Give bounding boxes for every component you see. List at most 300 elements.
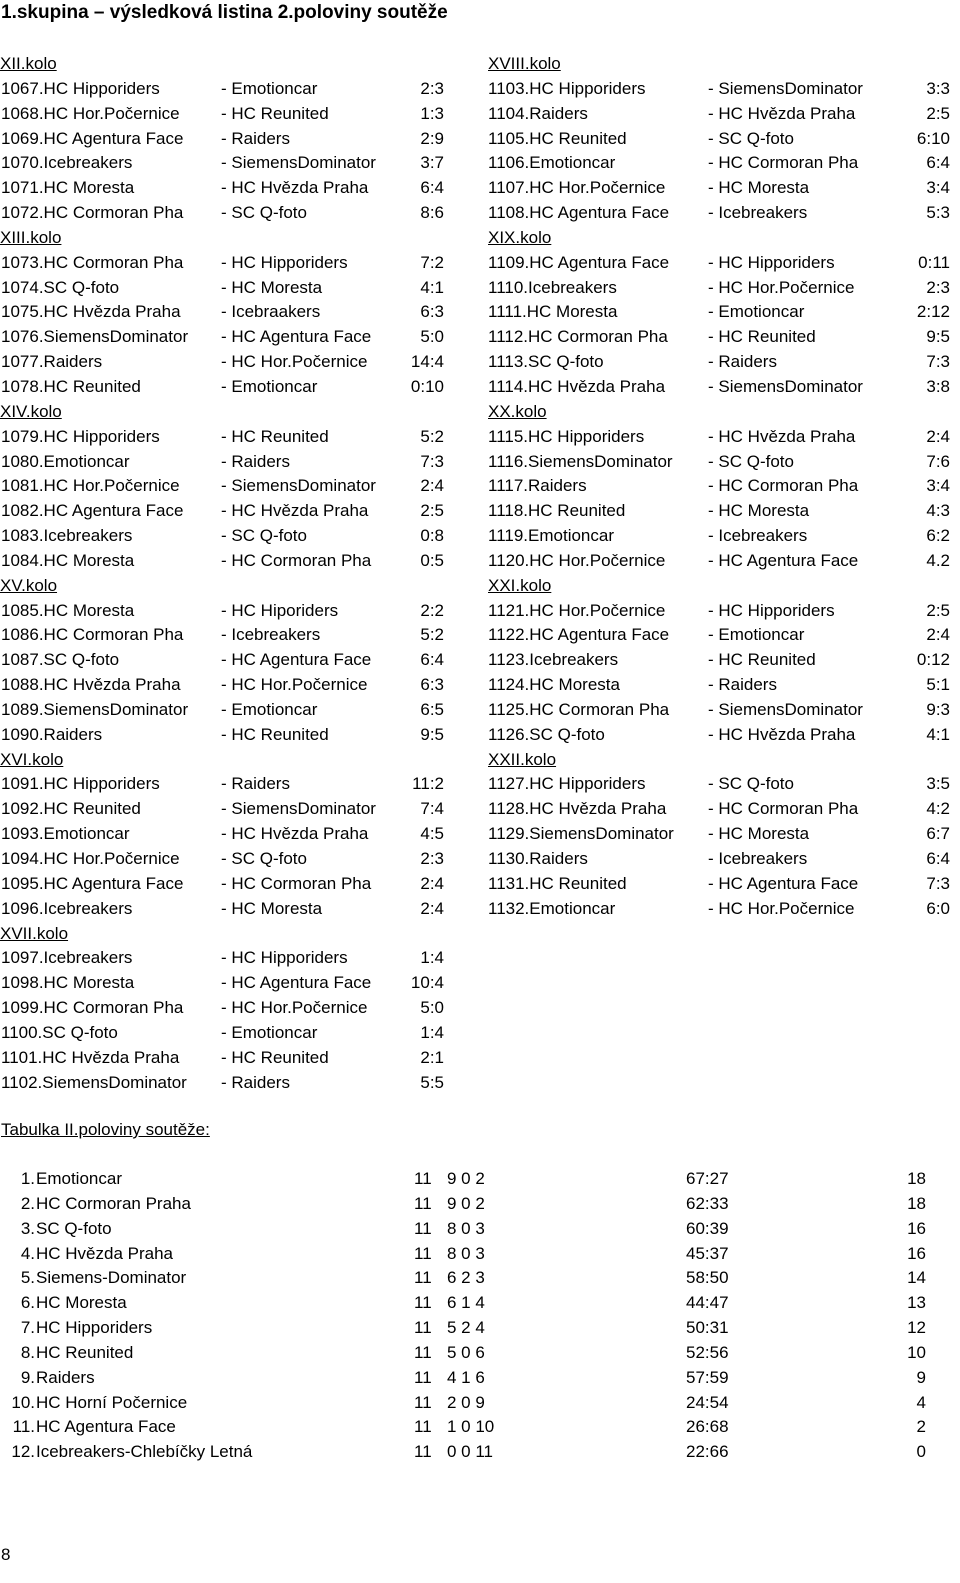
match-away-team: - HC Agentura Face xyxy=(708,873,859,893)
match-row xyxy=(0,897,460,922)
standings-wdl: 8 0 3 xyxy=(447,1243,485,1263)
match-away-team: - SiemensDominator xyxy=(708,78,863,98)
match-home-team: 1097.Icebreakers xyxy=(1,948,133,968)
match-home-team: 1102.SiemensDominator xyxy=(1,1072,187,1092)
match-away-team: - Emotioncar xyxy=(221,1022,318,1042)
results-right-column xyxy=(488,52,960,922)
match-away-team: - Icebreakers xyxy=(708,849,808,868)
match-row xyxy=(0,176,460,201)
round-heading: XX.kolo xyxy=(488,401,547,421)
match-score: 7:3 xyxy=(926,873,950,893)
match-home-team: 1122.HC Agentura Face xyxy=(488,625,670,645)
standings-games: 11 xyxy=(414,1342,432,1362)
match-row xyxy=(488,350,960,375)
match-score: 7:3 xyxy=(420,451,444,471)
match-score: 4.2 xyxy=(926,550,950,570)
standings-goals: 26:68 xyxy=(686,1417,729,1437)
match-row xyxy=(0,201,460,226)
match-score: 2:12 xyxy=(916,302,950,322)
match-score: 3:8 xyxy=(926,376,950,396)
standings-games: 11 xyxy=(414,1169,432,1188)
match-row xyxy=(488,623,960,648)
match-score: 1:4 xyxy=(420,1022,444,1042)
match-away-team: - Emotioncar xyxy=(708,625,805,645)
match-home-team: 1086.HC Cormoran Pha xyxy=(1,625,184,645)
standings-wdl: 9 0 2 xyxy=(447,1169,485,1188)
match-away-team: - Emotioncar xyxy=(221,699,318,719)
match-score: 6:0 xyxy=(926,898,950,918)
standings-position: 11. xyxy=(12,1417,35,1437)
round-heading: XXII.kolo xyxy=(488,749,557,769)
match-row xyxy=(0,1021,460,1046)
standings-games: 11 xyxy=(414,1367,432,1387)
match-home-team: 1078.HC Reunited xyxy=(1,376,141,396)
match-away-team: - HC Moresta xyxy=(708,501,810,521)
match-score: 2:3 xyxy=(926,277,950,297)
match-home-team: 1120.HC Hor.Počernice xyxy=(488,550,666,570)
match-score: 2:3 xyxy=(420,78,444,98)
standings-points: 18 xyxy=(907,1193,926,1213)
match-score: 2:3 xyxy=(420,849,444,868)
standings-goals: 60:39 xyxy=(686,1218,729,1238)
standings-wdl: 8 0 3 xyxy=(447,1218,485,1238)
match-away-team: - SC Q-foto xyxy=(221,526,307,546)
match-away-team: - HC Moresta xyxy=(708,824,810,844)
match-home-team: 1082.HC Agentura Face xyxy=(1,501,184,521)
match-score: 3:4 xyxy=(926,178,950,198)
match-away-team: - HC Agentura Face xyxy=(221,650,372,670)
match-row xyxy=(488,151,960,176)
match-home-team: 1115.HC Hipporiders xyxy=(488,426,645,446)
match-score: 6:10 xyxy=(916,128,950,148)
match-away-team: - SiemensDominator xyxy=(708,699,863,719)
standings-team: Icebreakers-Chlebíčky Letná xyxy=(36,1442,253,1462)
match-home-team: 1077.Raiders xyxy=(1,352,103,372)
match-home-team: 1103.HC Hipporiders xyxy=(488,78,646,98)
round-heading: XIII.kolo xyxy=(0,227,62,247)
match-score: 5:0 xyxy=(420,327,444,347)
match-home-team: 1112.HC Cormoran Pha xyxy=(488,327,668,347)
match-score: 5:2 xyxy=(420,625,444,645)
round-heading: XV.kolo xyxy=(0,575,58,595)
match-row xyxy=(0,350,460,375)
match-away-team: - Icebraakers xyxy=(221,302,321,322)
match-away-team: - SC Q-foto xyxy=(708,774,794,794)
match-home-team: 1106.Emotioncar xyxy=(488,153,616,173)
match-score: 8:6 xyxy=(420,203,444,223)
match-home-team: 1127.HC Hipporiders xyxy=(488,774,646,794)
match-home-team: 1089.SiemensDominator xyxy=(1,699,189,719)
standings-team: HC Cormoran Praha xyxy=(36,1193,191,1213)
match-home-team: 1108.HC Agentura Face xyxy=(488,203,670,223)
match-away-team: - Emotioncar xyxy=(221,78,318,98)
match-score: 2:5 xyxy=(420,501,444,521)
match-score: 2:4 xyxy=(420,873,444,893)
match-row xyxy=(0,77,460,102)
match-away-team: - HC Hor.Počernice xyxy=(708,277,855,297)
match-row xyxy=(488,102,960,127)
standings-position: 12. xyxy=(11,1442,35,1462)
match-home-team: 1075.HC Hvězda Praha xyxy=(1,302,181,322)
match-home-team: 1110.Icebreakers xyxy=(488,277,617,297)
match-away-team: - HC Hvězda Praha xyxy=(708,426,856,446)
match-row xyxy=(0,599,460,624)
match-row xyxy=(0,375,460,400)
match-home-team: 1125.HC Cormoran Pha xyxy=(488,699,670,719)
standings-goals: 44:47 xyxy=(686,1293,729,1313)
match-row xyxy=(488,325,960,350)
match-home-team: 1117.Raiders xyxy=(488,476,587,496)
match-away-team: - HC Cormoran Pha xyxy=(708,153,859,173)
standings-goals: 22:66 xyxy=(686,1442,729,1462)
match-row xyxy=(488,723,960,748)
match-away-team: - HC Moresta xyxy=(708,178,810,198)
match-row xyxy=(0,450,460,475)
match-row xyxy=(488,201,960,226)
match-score: 2:4 xyxy=(420,898,444,918)
match-home-team: 1067.HC Hipporiders xyxy=(1,78,160,98)
match-score: 6:4 xyxy=(420,178,444,198)
match-away-team: - HC Hiporiders xyxy=(221,600,339,620)
match-row xyxy=(0,127,460,152)
match-away-team: - HC Agentura Face xyxy=(708,550,859,570)
round-heading: XXI.kolo xyxy=(488,575,552,595)
match-row xyxy=(488,251,960,276)
standings-goals: 24:54 xyxy=(686,1392,729,1412)
match-row xyxy=(488,698,960,723)
standings-games: 11 xyxy=(414,1218,432,1238)
match-score: 6:7 xyxy=(926,824,950,844)
match-score: 2:5 xyxy=(926,600,950,620)
match-away-team: - HC Hvězda Praha xyxy=(221,178,369,198)
match-score: 5:2 xyxy=(420,426,444,446)
match-row xyxy=(0,872,460,897)
round-heading: XVIII.kolo xyxy=(488,54,561,73)
standings-wdl: 6 2 3 xyxy=(447,1268,485,1288)
match-row xyxy=(0,474,460,499)
standings-team: Emotioncar xyxy=(36,1169,122,1188)
match-row xyxy=(488,797,960,822)
match-row xyxy=(0,251,460,276)
standings-row xyxy=(0,1291,960,1316)
match-away-team: - Emotioncar xyxy=(221,376,318,396)
match-score: 4:5 xyxy=(420,824,444,844)
standings-goals: 45:37 xyxy=(686,1243,729,1263)
standings-points: 14 xyxy=(907,1268,926,1288)
match-row xyxy=(0,996,460,1021)
match-home-team: 1126.SC Q-foto xyxy=(488,724,605,744)
match-score: 4:1 xyxy=(420,277,444,297)
match-home-team: 1088.HC Hvězda Praha xyxy=(1,675,181,695)
match-home-team: 1123.Icebreakers xyxy=(488,650,619,670)
match-away-team: - HC Moresta xyxy=(221,898,323,918)
standings-team: Siemens-Dominator xyxy=(36,1268,187,1288)
match-away-team: - Raiders xyxy=(221,451,290,471)
standings-wdl: 2 0 9 xyxy=(447,1392,485,1412)
match-home-team: 1093.Emotioncar xyxy=(1,824,130,844)
match-home-team: 1085.HC Moresta xyxy=(1,600,135,620)
match-row xyxy=(488,375,960,400)
match-away-team: - HC Hipporiders xyxy=(708,252,835,272)
match-away-team: - SC Q-foto xyxy=(221,849,307,868)
standings-position: 9. xyxy=(20,1367,35,1387)
round-heading: XII.kolo xyxy=(0,54,57,73)
match-row xyxy=(0,673,460,698)
standings-team: HC Moresta xyxy=(36,1293,127,1313)
match-away-team: - HC Moresta xyxy=(221,277,323,297)
match-home-team: 1130.Raiders xyxy=(488,849,588,868)
match-home-team: 1074.SC Q-foto xyxy=(1,277,120,297)
match-score: 2:1 xyxy=(420,1047,444,1067)
match-away-team: - HC Hor.Počernice xyxy=(708,898,855,918)
standings-position: 2. xyxy=(20,1193,35,1213)
match-score: 11:2 xyxy=(412,774,444,794)
match-row xyxy=(0,1071,460,1096)
match-row xyxy=(0,698,460,723)
match-row xyxy=(0,723,460,748)
match-away-team: - HC Hor.Počernice xyxy=(221,998,368,1018)
standings-goals: 57:59 xyxy=(686,1367,729,1387)
match-home-team: 1095.HC Agentura Face xyxy=(1,873,184,893)
match-home-team: 1118.HC Reunited xyxy=(488,501,626,521)
match-score: 9:3 xyxy=(926,699,950,719)
match-home-team: 1070.Icebreakers xyxy=(1,153,133,173)
match-score: 4:1 xyxy=(926,724,950,744)
match-away-team: - HC Reunited xyxy=(708,650,816,670)
match-away-team: - HC Agentura Face xyxy=(221,327,372,347)
standings-goals: 50:31 xyxy=(686,1318,729,1338)
standings-team: HC Horní Počernice xyxy=(36,1392,188,1412)
standings-points: 16 xyxy=(907,1218,926,1238)
match-home-team: 1113.SC Q-foto xyxy=(488,352,604,372)
match-away-team: - Icebreakers xyxy=(221,625,321,645)
match-row xyxy=(0,524,460,549)
match-home-team: 1079.HC Hipporiders xyxy=(1,426,160,446)
match-score: 1:3 xyxy=(420,103,444,123)
match-row xyxy=(0,623,460,648)
match-away-team: - SiemensDominator xyxy=(221,153,376,173)
standings-row xyxy=(0,1167,960,1192)
standings-wdl: 4 1 6 xyxy=(447,1367,485,1387)
standings-row xyxy=(0,1415,960,1440)
match-row xyxy=(488,648,960,673)
match-row xyxy=(0,797,460,822)
match-away-team: - HC Reunited xyxy=(708,327,816,347)
match-score: 0:12 xyxy=(916,650,950,670)
match-row xyxy=(0,276,460,301)
match-row xyxy=(488,524,960,549)
match-row xyxy=(488,425,960,450)
page-number: 8 xyxy=(1,1545,11,1564)
match-row xyxy=(488,872,960,897)
standings-games: 11 xyxy=(414,1442,432,1462)
page-title: 1.skupina – výsledková listina 2.poloviny soutěže xyxy=(1,2,448,23)
standings-games: 11 xyxy=(414,1268,432,1288)
match-home-team: 1129.SiemensDominator xyxy=(488,824,674,844)
standings-points: 2 xyxy=(916,1417,926,1437)
match-home-team: 1071.HC Moresta xyxy=(1,178,135,198)
match-home-team: 1094.HC Hor.Počernice xyxy=(1,849,180,868)
standings-points: 0 xyxy=(916,1442,926,1462)
match-score: 2:4 xyxy=(926,426,950,446)
standings-wdl: 0 0 11 xyxy=(447,1442,494,1462)
match-row xyxy=(488,772,960,797)
match-score: 9:5 xyxy=(926,327,950,347)
match-away-team: - HC Cormoran Pha xyxy=(221,873,372,893)
match-score: 5:0 xyxy=(420,998,444,1018)
standings-wdl: 1 0 10 xyxy=(447,1417,495,1437)
standings-goals: 52:56 xyxy=(686,1342,729,1362)
match-row xyxy=(488,77,960,102)
standings-position: 10. xyxy=(11,1392,35,1412)
standings-team: HC Agentura Face xyxy=(36,1417,176,1437)
match-home-team: 1068.HC Hor.Počernice xyxy=(1,103,180,123)
standings-position: 6. xyxy=(20,1293,35,1313)
standings-points: 18 xyxy=(907,1169,926,1188)
match-home-team: 1121.HC Hor.Počernice xyxy=(488,600,666,620)
match-row xyxy=(488,276,960,301)
match-home-team: 1083.Icebreakers xyxy=(1,526,133,546)
standings-row xyxy=(0,1266,960,1291)
match-row xyxy=(0,151,460,176)
standings-games: 11 xyxy=(414,1243,432,1263)
match-row xyxy=(0,425,460,450)
match-away-team: - SiemensDominator xyxy=(708,376,863,396)
match-away-team: - HC Agentura Face xyxy=(221,973,372,993)
standings-team: HC Reunited xyxy=(36,1342,134,1362)
match-home-team: 1084.HC Moresta xyxy=(1,550,135,570)
match-score: 5:1 xyxy=(926,675,950,695)
match-away-team: - Raiders xyxy=(221,128,290,148)
match-away-team: - HC Reunited xyxy=(221,1047,329,1067)
match-home-team: 1104.Raiders xyxy=(488,103,588,123)
match-row xyxy=(0,499,460,524)
match-row xyxy=(488,847,960,872)
match-row xyxy=(488,474,960,499)
standings-wdl: 9 0 2 xyxy=(447,1193,485,1213)
standings-points: 13 xyxy=(907,1293,926,1313)
standings-games: 11 xyxy=(414,1417,432,1437)
standings-row xyxy=(0,1192,960,1217)
standings-points: 10 xyxy=(907,1342,926,1362)
round-heading: XIV.kolo xyxy=(0,401,62,421)
match-away-team: - HC Hvězda Praha xyxy=(221,824,369,844)
match-home-team: 1099.HC Cormoran Pha xyxy=(1,998,184,1018)
standings-wdl: 5 0 6 xyxy=(447,1342,485,1362)
match-row xyxy=(0,300,460,325)
match-row xyxy=(488,300,960,325)
standings-title: Tabulka II.poloviny soutěže: xyxy=(1,1120,210,1139)
match-row xyxy=(488,176,960,201)
match-score: 4:3 xyxy=(926,501,950,521)
standings-team: HC Hvězda Praha xyxy=(36,1243,174,1263)
match-home-team: 1091.HC Hipporiders xyxy=(1,774,160,794)
match-score: 5:3 xyxy=(926,203,950,223)
match-away-team: - HC Hor.Počernice xyxy=(221,675,368,695)
match-away-team: - HC Cormoran Pha xyxy=(708,476,859,496)
standings-position: 3. xyxy=(20,1218,35,1238)
match-away-team: - HC Hipporiders xyxy=(221,948,348,968)
standings-row xyxy=(0,1366,960,1391)
match-score: 2:4 xyxy=(926,625,950,645)
match-score: 7:6 xyxy=(926,451,950,471)
match-score: 2:5 xyxy=(926,103,950,123)
match-home-team: 1116.SiemensDominator xyxy=(488,451,673,471)
standings-row xyxy=(0,1217,960,1242)
match-away-team: - HC Hipporiders xyxy=(708,600,835,620)
standings-points: 9 xyxy=(916,1367,926,1387)
standings-table xyxy=(0,1167,960,1465)
match-home-team: 1124.HC Moresta xyxy=(488,675,620,695)
match-score: 3:7 xyxy=(420,153,444,173)
match-row xyxy=(488,499,960,524)
standings-team: SC Q-foto xyxy=(36,1218,112,1238)
match-away-team: - HC Hipporiders xyxy=(221,252,348,272)
match-home-team: 1076.SiemensDominator xyxy=(1,327,189,347)
match-row xyxy=(0,971,460,996)
match-home-team: 1100.SC Q-foto xyxy=(1,1022,118,1042)
match-away-team: - HC Cormoran Pha xyxy=(708,799,859,819)
match-row xyxy=(0,946,460,971)
match-score: 14:4 xyxy=(410,352,444,372)
match-row xyxy=(488,897,960,922)
match-home-team: 1105.HC Reunited xyxy=(488,128,627,148)
match-row xyxy=(488,549,960,574)
match-row xyxy=(0,847,460,872)
match-home-team: 1069.HC Agentura Face xyxy=(1,128,184,148)
standings-row xyxy=(0,1341,960,1366)
match-home-team: 1131.HC Reunited xyxy=(488,873,627,893)
match-row xyxy=(0,822,460,847)
standings-row xyxy=(0,1440,960,1465)
standings-goals: 62:33 xyxy=(686,1193,729,1213)
match-away-team: - Icebreakers xyxy=(708,526,808,546)
match-row xyxy=(0,648,460,673)
match-away-team: - Emotioncar xyxy=(708,302,805,322)
standings-position: 1. xyxy=(20,1169,35,1188)
match-score: 6:2 xyxy=(926,526,950,546)
standings-wdl: 5 2 4 xyxy=(447,1318,485,1338)
standings-position: 7. xyxy=(20,1318,35,1338)
match-row xyxy=(488,127,960,152)
match-home-team: 1087.SC Q-foto xyxy=(1,650,120,670)
match-away-team: - SC Q-foto xyxy=(221,203,307,223)
match-home-team: 1081.HC Hor.Počernice xyxy=(1,476,180,496)
match-score: 7:4 xyxy=(420,799,444,819)
standings-goals: 67:27 xyxy=(686,1169,729,1188)
match-home-team: 1109.HC Agentura Face xyxy=(488,252,670,272)
match-score: 9:5 xyxy=(420,724,444,744)
match-row xyxy=(488,450,960,475)
match-away-team: - Raiders xyxy=(221,1072,290,1092)
match-score: 5:5 xyxy=(420,1072,444,1092)
match-home-team: 1132.Emotioncar xyxy=(488,898,616,918)
match-score: 6:3 xyxy=(420,675,444,695)
standings-position: 5. xyxy=(20,1268,35,1288)
match-score: 3:3 xyxy=(926,78,950,98)
match-score: 6:3 xyxy=(420,302,444,322)
standings-row xyxy=(0,1242,960,1267)
standings-games: 11 xyxy=(414,1193,432,1213)
match-home-team: 1128.HC Hvězda Praha xyxy=(488,799,667,819)
standings-team: HC Hipporiders xyxy=(36,1318,153,1338)
match-home-team: 1080.Emotioncar xyxy=(1,451,130,471)
match-home-team: 1101.HC Hvězda Praha xyxy=(1,1047,180,1067)
standings-games: 11 xyxy=(414,1392,432,1412)
match-score: 0:11 xyxy=(918,252,950,272)
match-row xyxy=(488,673,960,698)
results-left-column xyxy=(0,52,460,1095)
